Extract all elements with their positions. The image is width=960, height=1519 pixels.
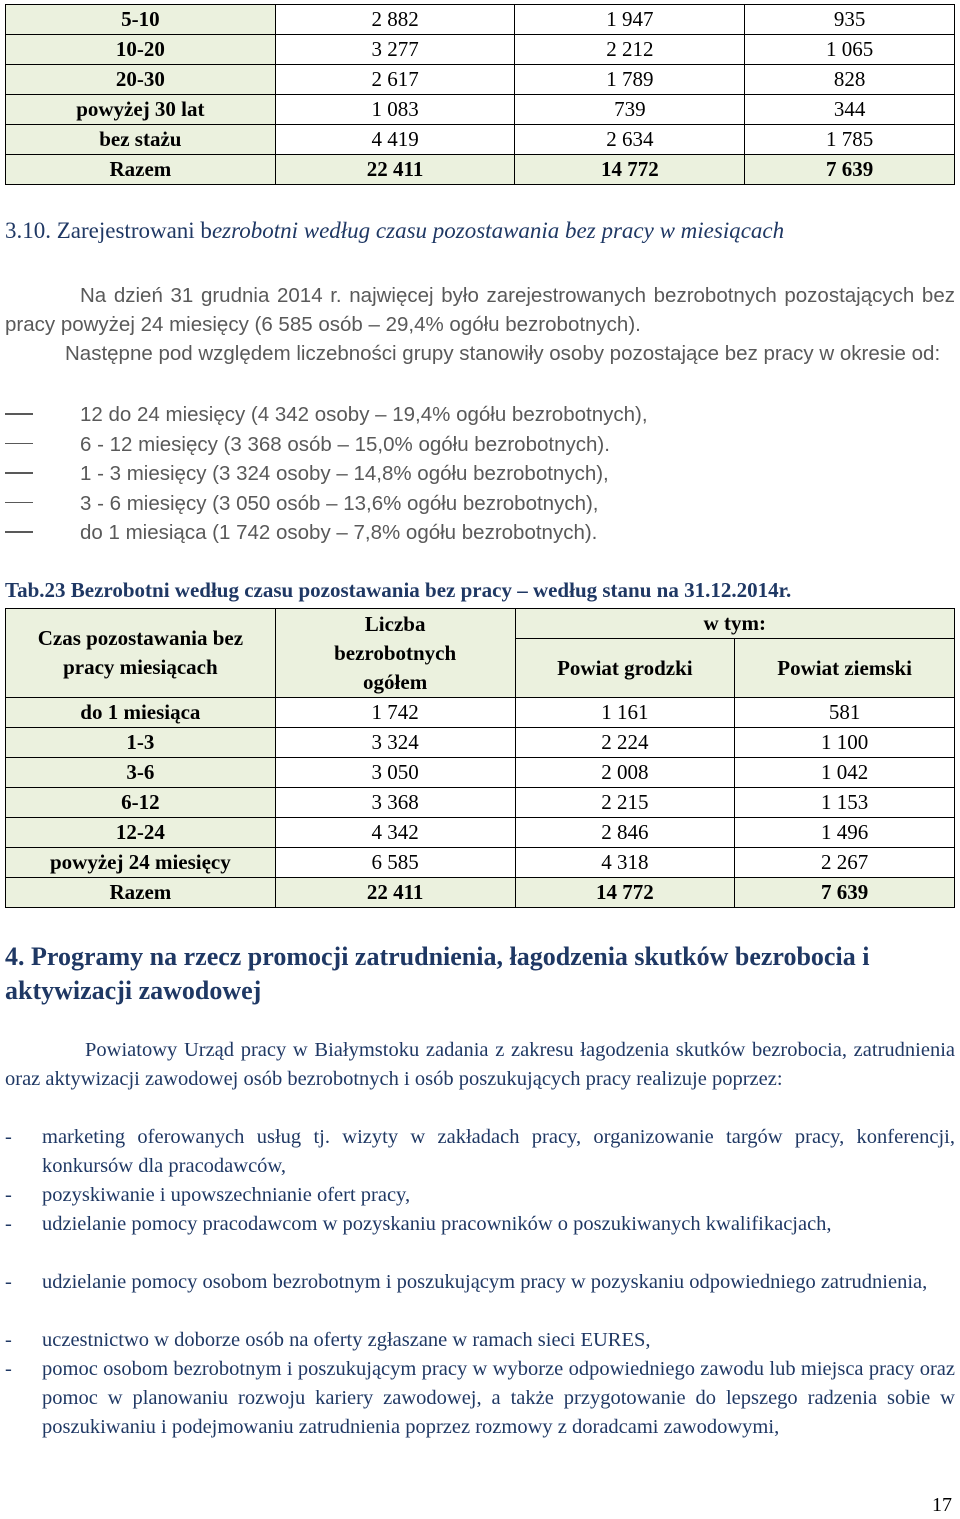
table-cell: 3-6 <box>6 758 276 788</box>
header-of-which: w tym: <box>515 609 954 639</box>
table-cell: 2 008 <box>515 758 735 788</box>
list-marker: - <box>5 1329 12 1351</box>
table-row <box>6 35 955 65</box>
task-list-text: udzielanie pomocy pracodawcom w pozyskaniu pracowników o poszukiwanych kwalifikacjach, <box>42 1213 832 1235</box>
table-cell: 12-24 <box>6 818 276 848</box>
header-text: pracy miesiącach <box>63 655 218 679</box>
table-cell: 344 <box>745 95 955 125</box>
table-cell: do 1 miesiąca <box>6 698 276 728</box>
intro-paragraph <box>5 1036 955 1094</box>
table-row <box>6 788 955 818</box>
task-list-item <box>5 1123 955 1181</box>
page-number: 17 <box>932 1494 952 1516</box>
table-row <box>6 698 955 728</box>
table-cell: powyżej 24 miesięcy <box>6 848 276 878</box>
task-list-text: marketing oferowanych usług tj. wizyty w zakładach pracy, organizowanie targów pracy, konferencji, konkursów dla pracodawców, <box>42 1126 955 1177</box>
task-list-item <box>5 1181 955 1210</box>
total-cell: 22 411 <box>275 155 515 185</box>
table-cell: 1 742 <box>275 698 515 728</box>
table-row <box>6 65 955 95</box>
dash-marker <box>5 413 33 415</box>
dash-marker <box>5 502 33 504</box>
table-cell: 1 947 <box>515 5 745 35</box>
table-cell: 1 065 <box>745 35 955 65</box>
total-cell: 7 639 <box>745 155 955 185</box>
table-cell: bez stażu <box>6 125 276 155</box>
dash-marker <box>5 443 33 445</box>
table-row <box>6 728 955 758</box>
table-cell: 2 224 <box>515 728 735 758</box>
section-title: Programy na rzecz promocji zatrudnienia, łagodzenia skutków bezrobocia i aktywizacji zawodowej <box>5 942 870 1005</box>
task-list-text: udzielanie pomocy osobom bezrobotnym i poszukującym pracy w pozyskaniu odpowiedniego zatrudnienia, <box>42 1271 928 1293</box>
table-cell: 828 <box>745 65 955 95</box>
dash-list-text: do 1 miesiąca (1 742 osoby – 7,8% ogółu bezrobotnych). <box>80 521 598 544</box>
task-list-text: pozyskiwanie i upowszechnianie ofert pracy, <box>42 1184 411 1206</box>
table-23 <box>5 608 955 908</box>
table-cell: 2 215 <box>515 788 735 818</box>
list-marker: - <box>5 1184 12 1206</box>
header-powiat-ziemski: Powiat ziemski <box>735 639 955 698</box>
table-cell: 2 617 <box>275 65 515 95</box>
table-cell: 1 083 <box>275 95 515 125</box>
table-cell: 4 419 <box>275 125 515 155</box>
task-list-text: uczestnictwo w doborze osób na oferty zgłaszane w ramach sieci EURES, <box>42 1329 651 1351</box>
dash-list-text: 12 do 24 miesięcy (4 342 osoby – 19,4% ogółu bezrobotnych), <box>80 403 648 426</box>
table-cell: 3 324 <box>275 728 515 758</box>
table-cell: 1 153 <box>735 788 955 818</box>
dash-list-item <box>5 400 955 429</box>
table-cell: 1 496 <box>735 818 955 848</box>
task-list-text: pomoc osobom bezrobotnym i poszukującym pracy w wyborze odpowiedniego zawodu lub miejsca pracy oraz pomoc w planowaniu rozwoju kariery zawodowej, a także przygotowanie do lepszego radzenia sobie w poszukiwaniu i podejmowaniu zatrudnienia poprzez rozmowy z doradcami zawodowymi, <box>42 1358 955 1438</box>
table-cell: 1-3 <box>6 728 276 758</box>
table-cell: 2 846 <box>515 818 735 848</box>
table-cell: 6-12 <box>6 788 276 818</box>
header-text: ogółem <box>363 669 428 694</box>
header-powiat-grodzki: Powiat grodzki <box>515 639 735 698</box>
list-marker: - <box>5 1271 12 1293</box>
unemployed-by-seniority-table <box>5 4 955 185</box>
table-cell: 2 212 <box>515 35 745 65</box>
table-cell: 10-20 <box>6 35 276 65</box>
dash-list-item <box>5 459 955 488</box>
paragraph-text: Na dzień 31 grudnia 2014 r. najwięcej było zarejestrowanych bezrobotnych pozostających bez pracy powyżej 24 miesięcy (6 585 osób – 29,4% ogółu bezrobotnych). <box>5 284 955 336</box>
table-cell: 581 <box>735 698 955 728</box>
dash-marker <box>5 531 33 533</box>
table-row <box>6 5 955 35</box>
table-cell: 6 585 <box>275 848 515 878</box>
total-cell: Razem <box>6 155 276 185</box>
table-cell: 3 368 <box>275 788 515 818</box>
header-text: Liczba <box>364 611 426 636</box>
table-row <box>6 95 955 125</box>
paragraph-summary <box>5 281 955 339</box>
table-23-caption: Tab.23 Bezrobotni według czasu pozostawania bez pracy – według stanu na 31.12.2014r. <box>5 578 792 602</box>
table-total-row <box>6 878 955 908</box>
total-cell: 22 411 <box>275 878 515 908</box>
total-cell: 7 639 <box>735 878 955 908</box>
total-cell: Razem <box>6 878 276 908</box>
table-row <box>6 818 955 848</box>
table-cell: 1 100 <box>735 728 955 758</box>
intro-text: Powiatowy Urząd pracy w Białymstoku zadania z zakresu łagodzenia skutków bezrobocia, zatrudnienia oraz aktywizacji zawodowej osób bezrobotnych i osób poszukujących pracy realizuje poprzez: <box>5 1039 955 1090</box>
table-cell: 4 342 <box>275 818 515 848</box>
total-cell: 14 772 <box>515 155 745 185</box>
task-list-item <box>5 1326 955 1355</box>
table-cell: 1 161 <box>515 698 735 728</box>
section-3-10-heading <box>5 218 784 244</box>
table-cell: 1 789 <box>515 65 745 95</box>
task-list-item <box>5 1268 955 1326</box>
table-row <box>6 758 955 788</box>
dash-list-item <box>5 518 955 547</box>
total-cell: 14 772 <box>515 878 735 908</box>
section-title-part: Zarejestrowani b <box>56 218 212 243</box>
paragraph-text: Następne pod względem liczebności grupy stanowiły osoby pozostające bez pracy w okresie od: <box>65 342 941 365</box>
list-marker: - <box>5 1358 12 1380</box>
dash-list-text: 3 - 6 miesięcy (3 050 osób – 13,6% ogółu bezrobotnych), <box>80 491 599 515</box>
table-cell: 2 267 <box>735 848 955 878</box>
dash-list-text: 6 - 12 miesięcy (3 368 osób – 15,0% ogółu bezrobotnych). <box>80 432 610 456</box>
header-duration <box>6 609 276 698</box>
list-marker: - <box>5 1126 12 1148</box>
table-cell: 20-30 <box>6 65 276 95</box>
table-cell: 2 882 <box>275 5 515 35</box>
header-text: bezrobotnych <box>334 640 457 665</box>
table-cell: 935 <box>745 5 955 35</box>
table-cell: 3 277 <box>275 35 515 65</box>
section-title-italic: ezrobotni według czasu pozostawania bez pracy w miesiącach <box>211 218 785 243</box>
table-cell: 4 318 <box>515 848 735 878</box>
table-row <box>6 125 955 155</box>
table-cell: 3 050 <box>275 758 515 788</box>
paragraph-next-groups <box>5 339 955 368</box>
section-number: 4. <box>5 942 25 971</box>
task-list-item <box>5 1210 955 1268</box>
section-4-heading <box>5 940 955 1008</box>
table-cell: 1 785 <box>745 125 955 155</box>
list-marker: - <box>5 1213 12 1235</box>
table-total-row <box>6 155 955 185</box>
table-cell: 739 <box>515 95 745 125</box>
task-list-item <box>5 1355 955 1471</box>
table-row <box>6 848 955 878</box>
table-cell: powyżej 30 lat <box>6 95 276 125</box>
header-total-count <box>275 609 515 698</box>
table-cell: 2 634 <box>515 125 745 155</box>
table-cell: 1 042 <box>735 758 955 788</box>
dash-list-item <box>5 430 955 459</box>
dash-list-text: 1 - 3 miesięcy (3 324 osoby – 14,8% ogółu bezrobotnych), <box>80 462 609 485</box>
header-text: Czas pozostawania bez <box>37 626 244 650</box>
dash-marker <box>5 472 33 474</box>
dash-list-item <box>5 489 955 518</box>
table-cell: 5-10 <box>6 5 276 35</box>
section-number: 3.10. <box>5 218 51 243</box>
